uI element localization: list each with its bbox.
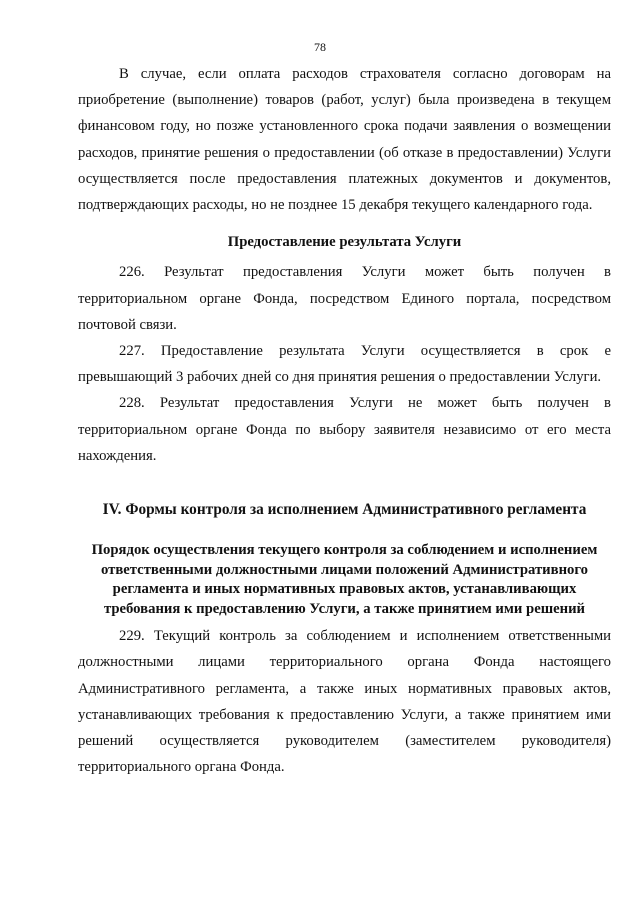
heading-result-delivery: Предоставление результата Услуги bbox=[227, 234, 462, 251]
page-number: 78 bbox=[314, 40, 326, 54]
heading-current-control: Порядок осуществления текущего контроля за соблюдением и исполнением ответственными должностными лицами положений Административного регламента и иных нормативных правовых актов, устанавливающих требования к предоставлению Услуги, а также принятием ими решений bbox=[91, 542, 598, 617]
paragraph-226: 226. Результат предоставления Услуги может быть получен в территориальном органе Фонда, посредством Единого портала, посредством почтовой связи. bbox=[78, 264, 611, 333]
paragraph-228: 228. Результат предоставления Услуги не может быть получен в территориальном органе Фонда по выбору заявителя независимо от его места нахождения. bbox=[78, 395, 611, 464]
document-body bbox=[78, 61, 611, 780]
paragraph-229: 229. Текущий контроль за соблюдением и исполнением ответственными должностными лицами территориального органа Фонда настоящего Административного регламента, а также иных нормативных правовых актов, устанавливающих требования к предоставлению Услуги, а также принятием ими решений осуществляется руководителем (заместителем руководителя) территориального органа Фонда. bbox=[78, 628, 611, 776]
paragraph-intro: В случае, если оплата расходов страхователя согласно договорам на приобретение (выполнение) товаров (работ, услуг) была произведена в текущем финансовом году, но позже установленного срока подачи заявления о возмещении расходов, принятие решения о предоставлении (об отказе в предоставлении) Услуги осуществляется после предоставления платежных документов и документов, подтверждающих расходы, но не позднее 15 декабря текущего календарного года. bbox=[78, 66, 611, 214]
heading-section-iv: IV. Формы контроля за исполнением Административного регламента bbox=[102, 501, 587, 519]
paragraph-227: 227. Предоставление результата Услуги осуществляется в срок е превышающий 3 рабочих дней со дня принятия решения о предоставлении Услуги. bbox=[78, 343, 611, 386]
